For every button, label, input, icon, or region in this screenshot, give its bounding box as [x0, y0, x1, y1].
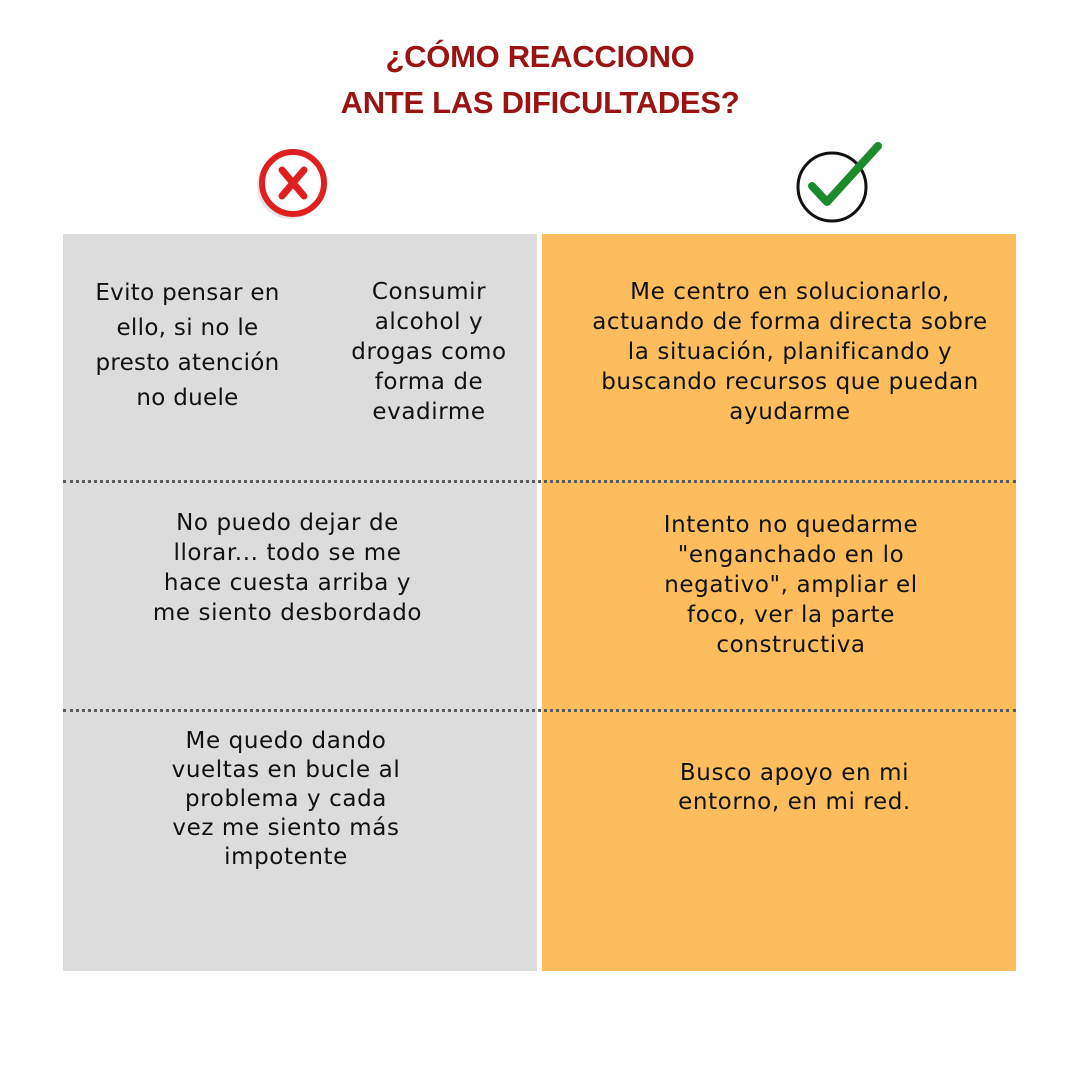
title-line-1: ¿CÓMO REACCIONO	[385, 39, 695, 74]
positive-reaction-social-support: Busco apoyo en mi entorno, en mi red.	[678, 760, 911, 815]
x-circle-icon	[252, 146, 332, 226]
positive-reaction-problem-solving: Me centro en solucionarlo, actuando de forma directa sobre la situación, planificando y buscando recursos que puedan ayudarme	[592, 279, 988, 425]
row-divider-2	[63, 709, 1016, 712]
row-divider-1	[63, 480, 1016, 483]
negative-reaction-rumination: Me quedo dando vueltas en bucle al problema y cada vez me siento más impotente	[171, 728, 401, 870]
positive-reaction-reframing: Intento no quedarme "enganchado en lo negativo", ampliar el foco, ver la parte constructiva	[663, 512, 919, 658]
negative-reaction-crying: No puedo dejar de llorar... todo se me hace cuesta arriba y me siento desbordado	[152, 510, 423, 626]
title-line-2: ANTE LAS DIFICULTADES?	[340, 85, 740, 120]
negative-reaction-substances: Consumir alcohol y drogas como forma de evadirme	[351, 279, 507, 425]
page-title	[0, 34, 1080, 126]
negative-reaction-avoid: Evito pensar en ello, si no le presto atención no duele	[95, 280, 280, 411]
check-circle-icon	[790, 140, 886, 230]
